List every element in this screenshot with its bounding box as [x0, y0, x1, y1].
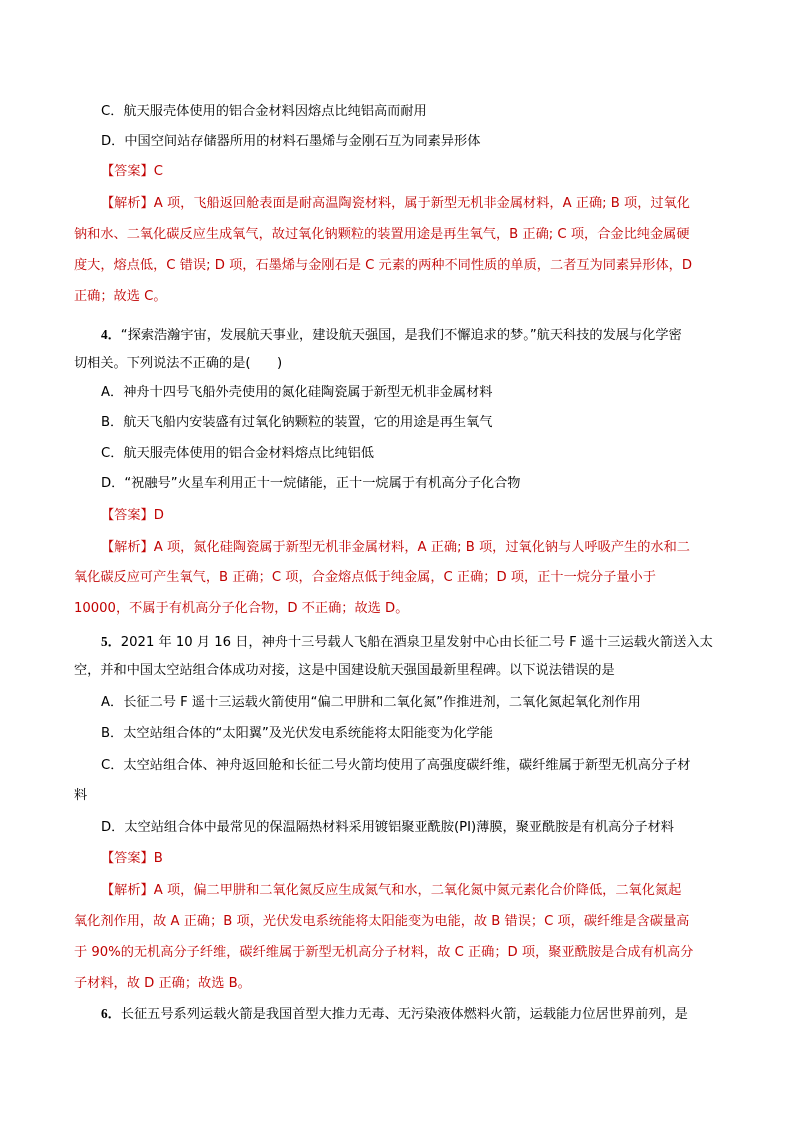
q5-answer: 【答案】B: [101, 851, 163, 866]
q6-number: 6．: [101, 1006, 121, 1021]
q5-option-c-line-1: C．太空站组合体、神舟返回舱和长征二号火箭均使用了高强度碳纤维，碳纤维属于新型无机高分子材: [101, 758, 691, 773]
q4-option-b: B．航天飞船内安装盛有过氧化钠颗粒的装置，它的用途是再生氧气: [101, 415, 493, 430]
q6-stem-line-1: [101, 1004, 688, 1025]
q4-option-c: C．航天服壳体使用的铝合金材料熔点比纯铝低: [101, 446, 374, 461]
q3-option-c: C．航天服壳体使用的铝合金材料因熔点比纯铝高而耐用: [101, 104, 427, 119]
q5-option-b: B．太空站组合体的“太阳翼”及光伏发电系统能将太阳能变为化学能: [101, 726, 493, 741]
q5-number: 5．: [101, 634, 121, 649]
q3-analysis-line-4: 正确；故选 C。: [74, 289, 167, 304]
q5-stem-line-1: [101, 632, 713, 653]
q4-option-a: A．神舟十四号飞船外壳使用的氮化硅陶瓷属于新型无机非金属材料: [101, 385, 493, 400]
q4-number: 4．: [101, 327, 121, 342]
q5-option-c-line-2: 料: [74, 788, 88, 803]
q3-analysis-line-3: 度大，熔点低，C 错误; D 项，石墨烯与金刚石是 C 元素的两种不同性质的单质，二者互为同素异形体，D: [74, 258, 692, 273]
q4-analysis-line-2: 氧化碳反应可产生氧气，B 正确；C 项，合金熔点低于纯金属，C 正确；D 项，正十一烷分子量小于: [74, 570, 656, 585]
q5-analysis-line-2: 氧化剂作用，故 A 正确；B 项，光伏发电系统能将太阳能变为电能，故 B 错误；C 项，碳纤维是含碳量高: [74, 914, 690, 929]
q4-answer: 【答案】D: [101, 508, 164, 523]
q5-option-d: D．太空站组合体中最常见的保温隔热材料采用镀铝聚亚酰胺(PI)薄膜，聚亚酰胺是有机高分子材料: [101, 820, 674, 835]
q4-stem-line-2: 切相关。下列说法不正确的是( ): [74, 356, 283, 371]
q5-stem-text-1: 2021 年 10 月 16 日，神舟十三号载人飞船在酒泉卫星发射中心由长征二号 F 遥十三运载火箭送入太: [120, 635, 713, 650]
q5-analysis-line-1: 【解析】A 项，偏二甲肼和二氧化氮反应生成氮气和水，二氧化氮中氮元素化合价降低，二氧化氮起: [101, 883, 682, 898]
q4-stem-text-1: “探索浩瀚宇宙，发展航天事业，建设航天强国，是我们不懈追求的梦。”航天科技的发展与化学密: [120, 328, 682, 343]
q4-stem-line-1: [101, 325, 682, 346]
q3-answer: 【答案】C: [101, 164, 163, 179]
q5-analysis-line-3: 于 90%的无机高分子纤维，碳纤维属于新型无机高分子材料，故 C 正确；D 项，聚亚酰胺是合成有机高分: [74, 945, 694, 960]
q6-stem-text-1: 长征五号系列运载火箭是我国首型大推力无毒、无污染液体燃料火箭，运载能力位居世界前列，是: [120, 1007, 688, 1022]
q4-analysis-line-3: 10000，不属于有机高分子化合物，D 不正确；故选 D。: [74, 601, 409, 616]
q3-option-d: D．中国空间站存储器所用的材料石墨烯与金刚石互为同素异形体: [101, 134, 481, 149]
q4-analysis-line-1: 【解析】A 项，氮化硅陶瓷属于新型无机非金属材料，A 正确; B 项，过氧化钠与人呼吸产生的水和二: [101, 540, 690, 555]
q5-analysis-line-4: 子材料，故 D 正确；故选 B。: [74, 976, 251, 991]
q3-analysis-line-1: 【解析】A 项，飞船返回舱表面是耐高温陶瓷材料，属于新型无机非金属材料，A 正确; B 项，过氧化: [101, 196, 690, 211]
q4-option-d: D．“祝融号”火星车利用正十一烷储能，正十一烷属于有机高分子化合物: [101, 476, 521, 491]
q3-analysis-line-2: 钠和水、二氧化碳反应生成氧气，故过氧化钠颗粒的装置用途是再生氧气，B 正确; C 项，合金比纯金属硬: [74, 227, 690, 242]
q5-option-a: A．长征二号 F 遥十三运载火箭使用“偏二甲肼和二氧化氮”作推进剂，二氧化氮起氧化剂作用: [101, 695, 641, 710]
q5-stem-line-2: 空，并和中国太空站组合体成功对接，这是中国建设航天强国最新里程碑。以下说法错误的是: [74, 663, 615, 678]
